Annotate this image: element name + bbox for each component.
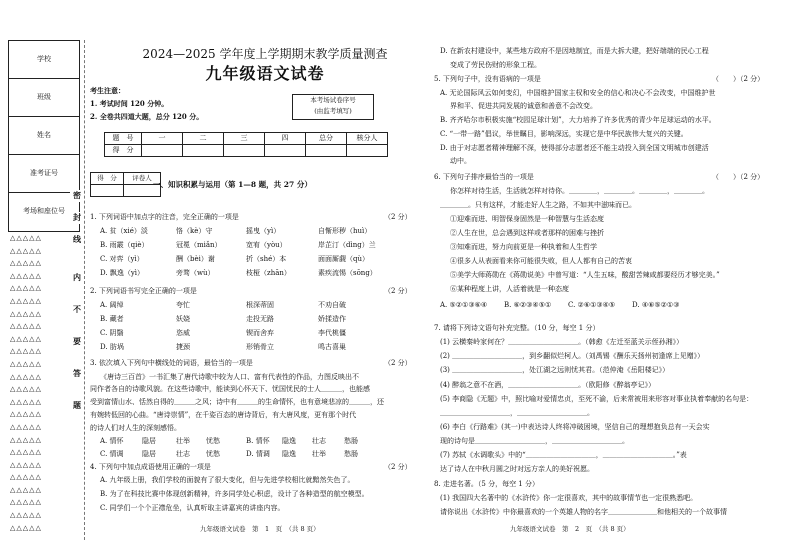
score-cell[interactable] (265, 145, 306, 157)
exam-id-field[interactable]: 准考证号 (9, 155, 79, 193)
grader-score-label: 得 分 (91, 173, 124, 185)
q5-points: （ ）（2 分） (712, 75, 765, 83)
q5-option-b: B. 齐齐哈尔市积极实施“校园足球计划”，大力培养了许多优秀的青少年足球运动的水平。 (440, 116, 716, 124)
exam-subtitle: 九年级语文试卷 (205, 64, 325, 83)
question-3: 3. 依次填入下列句中横线处的词语，最恰当的一项是 (90, 359, 253, 367)
q1-option-cell: 宽宥（yòu） (246, 241, 287, 249)
q6-option[interactable]: D. ④⑥⑤②①③ (632, 301, 680, 309)
q2-option-cell: 形销骨立 (246, 343, 274, 351)
q1-option-cell[interactable]: A. 贫（xié）淡 (100, 227, 148, 235)
notice-2: 2. 全卷共四道大题，总分 120 分。 (90, 112, 204, 121)
q7-item-7-cont: 达了诗人在中秋月圆之时对远方亲人的美好祝愿。 (440, 465, 594, 473)
question-6: 6. 下列句子排序最恰当的一项是 (434, 173, 534, 181)
q3-option-cell: 忧愁 (206, 450, 220, 458)
seat-number-box (292, 94, 374, 120)
grader-score-cell[interactable] (91, 185, 124, 197)
triangle-row: △△△△△ (10, 309, 42, 318)
triangle-row: △△△△△ (10, 485, 42, 494)
q4-points: （2 分） (384, 463, 412, 471)
score-header: 四 (265, 133, 306, 145)
score-header: 一 (142, 133, 183, 145)
score-header: 二 (183, 133, 224, 145)
score-cell[interactable] (347, 145, 388, 157)
q3-option-cell[interactable]: A. 情怀 (100, 437, 124, 445)
q1-option-cell: 恪（kè）守 (176, 227, 213, 235)
q7-item-6-blank[interactable]: 现的诗句是＿＿＿＿＿＿＿＿＿＿，＿＿＿＿＿＿＿＿＿＿。 (440, 437, 629, 445)
seal-char: 答 (70, 368, 84, 380)
score-header: 题 号 (105, 133, 142, 145)
q2-option-cell: 恣威 (176, 329, 190, 337)
q5-option-a: A. 无论国际风云如何变幻，中国维护国家主权和安全的信心和决心不会改变，中国维护世 (440, 89, 716, 97)
name-field[interactable]: 姓名 (9, 117, 79, 155)
q8-item-1-cont[interactable]: 请你说出《水浒传》中你最喜欢的一个英雄人物的名字＿＿＿＿＿＿＿和他相关的一个故事情 (440, 508, 727, 516)
notice-1: 1. 考试时间 120 分钟。 (90, 99, 169, 108)
triangle-row: △△△△△ (10, 473, 42, 482)
q3-passage: 的诗人们对人生的深刻感悟。 (90, 424, 181, 432)
score-table (104, 132, 388, 157)
q2-option-cell: 夸忙 (176, 301, 190, 309)
triangle-row: △△△△△ (10, 347, 42, 356)
q1-option-cell: 素疾流惕（sōng） (318, 269, 377, 277)
question-5: 5. 下列句子中，没有语病的一项是 (434, 75, 541, 83)
q6-option[interactable]: B. ⑥②③④⑤① (504, 301, 552, 309)
q1-option-cell: 冠冕（miǎn） (176, 241, 222, 249)
q7-item-3: (3) ＿＿＿＿＿＿＿＿＿＿，处江湖之远则忧其君。（范仲淹《岳阳楼记》） (440, 366, 670, 374)
q6-sentence: ③知难而进，努力向前更是一种执着和人生哲学 (450, 243, 597, 251)
score-cell[interactable] (183, 145, 224, 157)
q1-option-cell[interactable]: D. 飘逸（yì） (100, 269, 145, 277)
triangle-fill (10, 232, 74, 534)
q6-option[interactable]: C. ②⑥①③④⑤ (568, 301, 616, 309)
class-field[interactable]: 班级 (9, 79, 79, 117)
q7-item-5: (5) 李商隐《无题》中，照比喻对爱情忠贞，至死不渝，后来常被用来形容对事业执着奉献的名句是： (440, 395, 754, 403)
seal-char: 线 (70, 234, 84, 246)
score-header: 总分 (306, 133, 347, 145)
triangle-row: △△△△△ (10, 523, 42, 532)
question-8: 8. 走进名著。（5 分，每空 1 分） (434, 480, 539, 488)
triangle-row: △△△△△ (10, 448, 42, 457)
section-title: 一、知识积累与运用（第 1—8 题，共 27 分） (153, 180, 312, 189)
q1-option-cell: 酬（bèi）谢 (176, 255, 215, 263)
triangle-row: △△△△△ (10, 372, 42, 381)
seal-char: 封 (70, 212, 84, 224)
exam-title: 2024—2025 学年度上学期期末教学质量测查 (142, 47, 388, 61)
q3-passage: 受到富情山水、恬然自得的＿＿＿之风；诗中有＿＿＿的生命情怀，也有意境悲凉的＿＿＿，还 (90, 398, 384, 406)
binding-info-box (8, 40, 80, 232)
triangle-row: △△△△△ (10, 511, 42, 520)
q4-option-b: B. 为了在科技比赛中体现创新精神，许多同学处心积虑，设计了各种造型的航空模型。 (100, 490, 369, 498)
q6-sentence: ⑥某种程度上讲，人活着就是一种态度 (450, 285, 569, 293)
q2-option-cell: 鸣古喜巢 (318, 343, 346, 351)
q1-option-cell: 摇曳（yì） (246, 227, 281, 235)
q2-option-cell[interactable]: D. 肪埚 (100, 343, 124, 351)
score-cell[interactable] (142, 145, 183, 157)
triangle-row: △△△△△ (10, 284, 42, 293)
triangle-row: △△△△△ (10, 410, 42, 419)
q1-points: （2 分） (384, 213, 412, 221)
q1-option-cell: 枝桠（zhān） (246, 269, 291, 277)
q2-option-cell: 不劝自破 (318, 301, 346, 309)
q2-option-cell: 李代桃僵 (318, 329, 346, 337)
q1-option-cell: 面面厮觑（qù） (318, 255, 369, 263)
grader-table (90, 172, 161, 197)
triangle-row: △△△△△ (10, 435, 42, 444)
q1-option-cell: 折（shé）本 (246, 255, 287, 263)
page-footer-1: 九年级语文试卷 第 1 页 （共 8 页） (200, 525, 320, 533)
q3-option-cell: 愁肠 (344, 450, 358, 458)
q5-option-c: C. “一带一路”倡议，举世瞩目，影响深远，实现它是中华民族伟大复兴的关键。 (440, 130, 688, 138)
triangle-row: △△△△△ (10, 498, 42, 507)
q4-option-c: C. 同学们一个个正襟危坐，认真听取主讲嘉宾的讲座内容。 (100, 504, 285, 512)
q6-option[interactable]: A. ⑤②①③⑥④ (440, 301, 488, 309)
q3-passage: 有婉转低回的心曲。“唐诗崇情”，在千姿百态的唐诗背后，有大唐风度，更有那个时代 (90, 411, 357, 419)
q3-option-cell: 隐逸 (282, 450, 296, 458)
q6-sentence: ②人生在世，总会遇到这样或者那样的困难与挫折 (450, 229, 604, 237)
q2-option-cell: 锲而舍弃 (246, 329, 274, 337)
school-field[interactable]: 学校 (9, 41, 79, 79)
triangle-row: △△△△△ (10, 246, 42, 255)
q2-option-cell: 捷颈 (176, 343, 190, 351)
q3-option-cell: 忧愁 (206, 437, 220, 445)
seal-char: 密 (70, 190, 84, 202)
q1-option-cell[interactable]: B. 雨霰（qiè） (100, 241, 149, 249)
question-4: 4. 下列句中加点成语使用正确的一项是 (90, 463, 211, 471)
q3-option-cell: 壮志 (312, 437, 326, 445)
notice-title: 考生注意： (90, 86, 125, 95)
grader-label: 评卷人 (124, 173, 161, 185)
q3-option-cell: 壮举 (176, 437, 190, 445)
q7-item-6: (6) 李白《行路难》(其一)中表达诗人终将冲破困境，坚信自己的理想抱负总有一天会实 (440, 423, 710, 431)
q7-item-7[interactable]: (7) 苏轼《水调歌头》中的“＿＿＿＿＿＿＿＿＿＿，＿＿＿＿＿＿＿＿＿＿。”表 (440, 451, 687, 459)
q5-option-a-cont: 界和平、促进共同发展的诚意和善意不会改变。 (450, 102, 597, 110)
triangle-row: △△△△△ (10, 422, 42, 431)
q4-option-d: D. 在新农村建设中，某些地方政府不是因地制宜，而是大拆大建，把好端端的民心工程 (440, 47, 709, 55)
seal-char: 不 (70, 304, 84, 316)
triangle-row: △△△△△ (10, 234, 42, 242)
q6-points: （ ）（2 分） (712, 173, 765, 181)
score-header: 核分人 (347, 133, 388, 145)
notice (90, 84, 203, 123)
q1-option-cell: 自惭形秽（huì） (318, 227, 372, 235)
q2-option-cell: 妖娆 (176, 315, 190, 323)
question-7: 7. 请将下列诗文语句补充完整。（10 分，每空 1 分） (434, 324, 600, 332)
q5-option-d: D. 由于对志愿者精神理解不深，使得部分志愿者还不能主动投入到全国文明城市创建活 (440, 144, 709, 152)
score-cell[interactable] (224, 145, 265, 157)
q6-sentence: ①迎难而进、明智保身固然是一种智慧与生活态度 (450, 215, 604, 223)
q3-option-cell: 隐居 (142, 437, 156, 445)
q3-option-cell[interactable]: B. 情怀 (246, 437, 270, 445)
q6-stem-cont: ＿＿＿＿。只有这样，才能走好人生之路，不如其中滋味而已。 (440, 201, 636, 209)
triangle-row: △△△△△ (10, 385, 42, 394)
q6-sentence: ④很多人从表面看来你可能很失败，但人人都有自己的苦衷 (450, 257, 632, 265)
q3-passage: 《唐诗三百首》一书汇集了唐代诗歌中较为人口、富有代表性的作品，力图反映出不 (100, 373, 359, 381)
score-header: 三 (224, 133, 265, 145)
q2-option-cell[interactable]: B. 藏者 (100, 315, 124, 323)
question-1: 1. 下列词语中加点字的注音，完全正确的一项是 (90, 213, 239, 221)
triangle-row: △△△△△ (10, 296, 42, 305)
q1-option-cell[interactable]: C. 对弈（yì） (100, 255, 144, 263)
q3-passage: 同作者各自的诗歌风貌。在这些诗歌中，能读到心怀天下、忧国忧民的士人＿＿＿，也能感 (90, 385, 370, 393)
q3-points: （2 分） (384, 359, 412, 367)
score-cell[interactable] (306, 145, 347, 157)
q2-option-cell: 根深蒂固 (246, 301, 274, 309)
q1-option-cell: 旁骛（wù） (176, 269, 215, 277)
seat-box-line2: (由监考填写) (314, 107, 352, 115)
q3-option-cell: 隐居 (142, 450, 156, 458)
seal-char: 要 (70, 336, 84, 348)
q2-points: （2 分） (384, 287, 412, 295)
question-2: 2. 下列词语书写完全正确的一项是 (90, 287, 197, 295)
q2-option-cell[interactable]: C. 阴翳 (100, 329, 124, 337)
room-seat-field[interactable]: 考场和座位号 (23, 207, 65, 216)
q5-option-d-cont: 动中。 (450, 157, 471, 165)
q6-sentence: ⑤美学大师蒋勋在《蒋勋说美》中曾写道：“人生五味，酸甜苦辣咸都要经历才够完美。” (450, 271, 720, 279)
seal-char: 题 (70, 400, 84, 412)
q3-option-cell[interactable]: D. 情调 (246, 450, 270, 458)
triangle-row: △△△△△ (10, 359, 42, 368)
q3-option-cell[interactable]: C. 情调 (100, 450, 124, 458)
q2-option-cell: 娇揉造作 (318, 315, 346, 323)
triangle-row: △△△△△ (10, 259, 42, 268)
q3-option-cell: 愁肠 (344, 437, 358, 445)
seat-box-line1: 本考场试卷序号 (310, 96, 356, 104)
triangle-row: △△△△△ (10, 397, 42, 406)
seal-cut-line (84, 40, 85, 540)
q3-option-cell: 壮志 (176, 450, 190, 458)
q7-item-1: (1) 云横秦岭家何在？＿＿＿＿＿＿＿＿＿＿。（韩愈《左迁至蓝关示侄孙湘》） (440, 338, 684, 346)
q8-item-1: (1) 我国四大名著中的《水浒传》你一定很喜欢，其中的故事情节也一定很熟悉吧。 (440, 494, 698, 502)
q3-option-cell: 隐逸 (282, 437, 296, 445)
q6-stem: 你怎样对待生活，生活就怎样对待你。＿＿＿＿，＿＿＿＿。＿＿＿＿，＿＿＿＿。 (450, 187, 709, 195)
seal-char: 内 (70, 272, 84, 284)
q4-option-a: A. 九年级上册，我们学校的面貌有了很大变化，但与先进学校相比就黯然失色了。 (100, 476, 355, 484)
triangle-row: △△△△△ (10, 460, 42, 469)
q2-option-cell[interactable]: A. 阔绰 (100, 301, 124, 309)
triangle-row: △△△△△ (10, 334, 42, 343)
q1-option-cell: 岸芷汀（dìng）兰 (318, 241, 376, 249)
triangle-row: △△△△△ (10, 271, 42, 280)
q7-item-5-blank[interactable]: ＿＿＿＿＿＿＿＿＿＿，＿＿＿＿＿＿＿＿＿＿。 (440, 409, 594, 417)
q7-item-4: (4) 醉翁之意不在酒，＿＿＿＿＿＿＿＿＿＿。（欧阳修《醉翁亭记》） (440, 381, 656, 389)
q2-option-cell: 走投无路 (246, 315, 274, 323)
q3-option-cell: 壮举 (312, 450, 326, 458)
q7-item-2: (2) ＿＿＿＿＿＿＿＿＿＿，到乡翻似烂柯人。（刘禹锡《酬乐天扬州初逢席上见赠》） (440, 352, 705, 360)
page-footer-2: 九年级语文试卷 第 2 页 （共 8 页） (510, 525, 630, 533)
q4-option-d-cont: 变成了劳民伤财的形象工程。 (450, 61, 541, 69)
score-row-label: 得 分 (105, 145, 142, 157)
triangle-row: △△△△△ (10, 322, 42, 331)
